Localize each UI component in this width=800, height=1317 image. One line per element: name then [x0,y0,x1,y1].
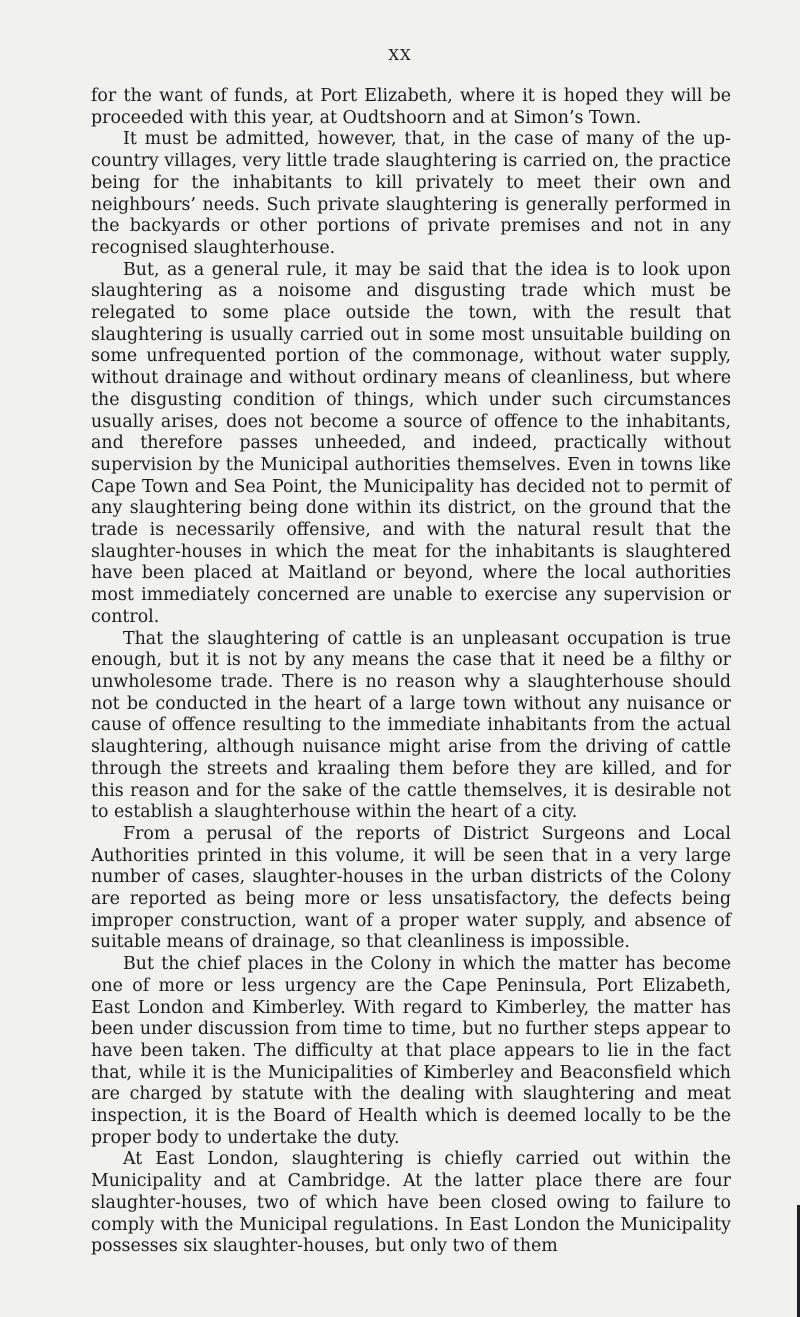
paragraph: But the chief places in the Colony in which the matter has become one of more or less urgency are the Cape Peninsula, Port Elizabeth, East London and Kimberley. With regard to Kimberley, the matter has been under discussion from time to time, but no further steps appear to have been taken. The difficulty at that place appears to lie in the fact that, while it is the Municipalities of Kimberley and Beaconsfield which are charged by statute with the dealing with slaughtering and meat inspection, it is the Board of Health which is deemed locally to be the proper body to undertake the duty. [91,954,731,1148]
paragraph: It must be admitted, however, that, in the case of many of the up-country villages, very little trade slaughtering is carried on, the practice being for the inhabitants to kill privately to meet their own and neighbours’ needs. Such private slaughtering is generally performed in the backyards or other portions of private premises and not in any recognised slaughterhouse. [91,129,731,258]
paragraph: From a perusal of the reports of District Surgeons and Local Authorities printed in this volume, it will be seen that in a very large number of cases, slaughter-houses in the urban districts of the Colony are reported as being more or less unsatisfactory, the defects being improper construction, want of a proper water supply, and absence of suitable means of drainage, so that cleanliness is impossible. [91,823,731,953]
paragraph: That the slaughtering of cattle is an unpleasant occupation is true enough, but it is not by any means the case that it need be a filthy or unwholesome trade. There is no reason why a slaughterhouse should not be conducted in the heart of a large town without any nuisance or cause of offence resulting to the immediate inhabitants from the actual slaughtering, although nuisance might arise from the driving of cattle through the streets and kraaling them before they are killed, and for this reason and for the sake of the cattle themselves, it is desirable not to establish a slaughterhouse within the heart of a city. [91,628,731,823]
paragraph: At East London, slaughtering is chiefly carried out within the Municipality and at Cambridge. At the latter place there are four slaughter-houses, two of which have been closed owing to failure to comply with the Municipal regulations. In East London the Municipality possesses six slaughter-houses, but only two of them [91,1149,731,1257]
body-text [91,86,731,1258]
paragraph: But, as a general rule, it may be said that the idea is to look upon slaughtering as a noisome and disgusting trade which must be relegated to some place outside the town, with the result that slaughtering is usually carried out in some most unsuitable building on some unfrequented portion of the commonage, without water supply, without drainage and without ordinary means of cleanliness, but where the disgusting condition of things, which under such circumstances usually arises, does not become a source of offence to the inhabitants, and therefore passes unheeded, and indeed, practically without supervision by the Municipal authorities themselves. Even in towns like Cape Town and Sea Point, the Municipality has decided not to permit of any slaughtering being done within its district, on the ground that the trade is necessarily offensive, and with the natural result that the slaughter-houses in which the meat for the inhabitants is slaughtered have been placed at Maitland or beyond, where the local authorities most immediately concerned are unable to exercise any supervision or control. [91,259,731,627]
page-number: XX [388,46,412,64]
paragraph: for the want of funds, at Port Elizabeth, where it is hoped they will be proceeded with this year, at Oudtshoorn and at Simon’s Town. [91,86,731,128]
